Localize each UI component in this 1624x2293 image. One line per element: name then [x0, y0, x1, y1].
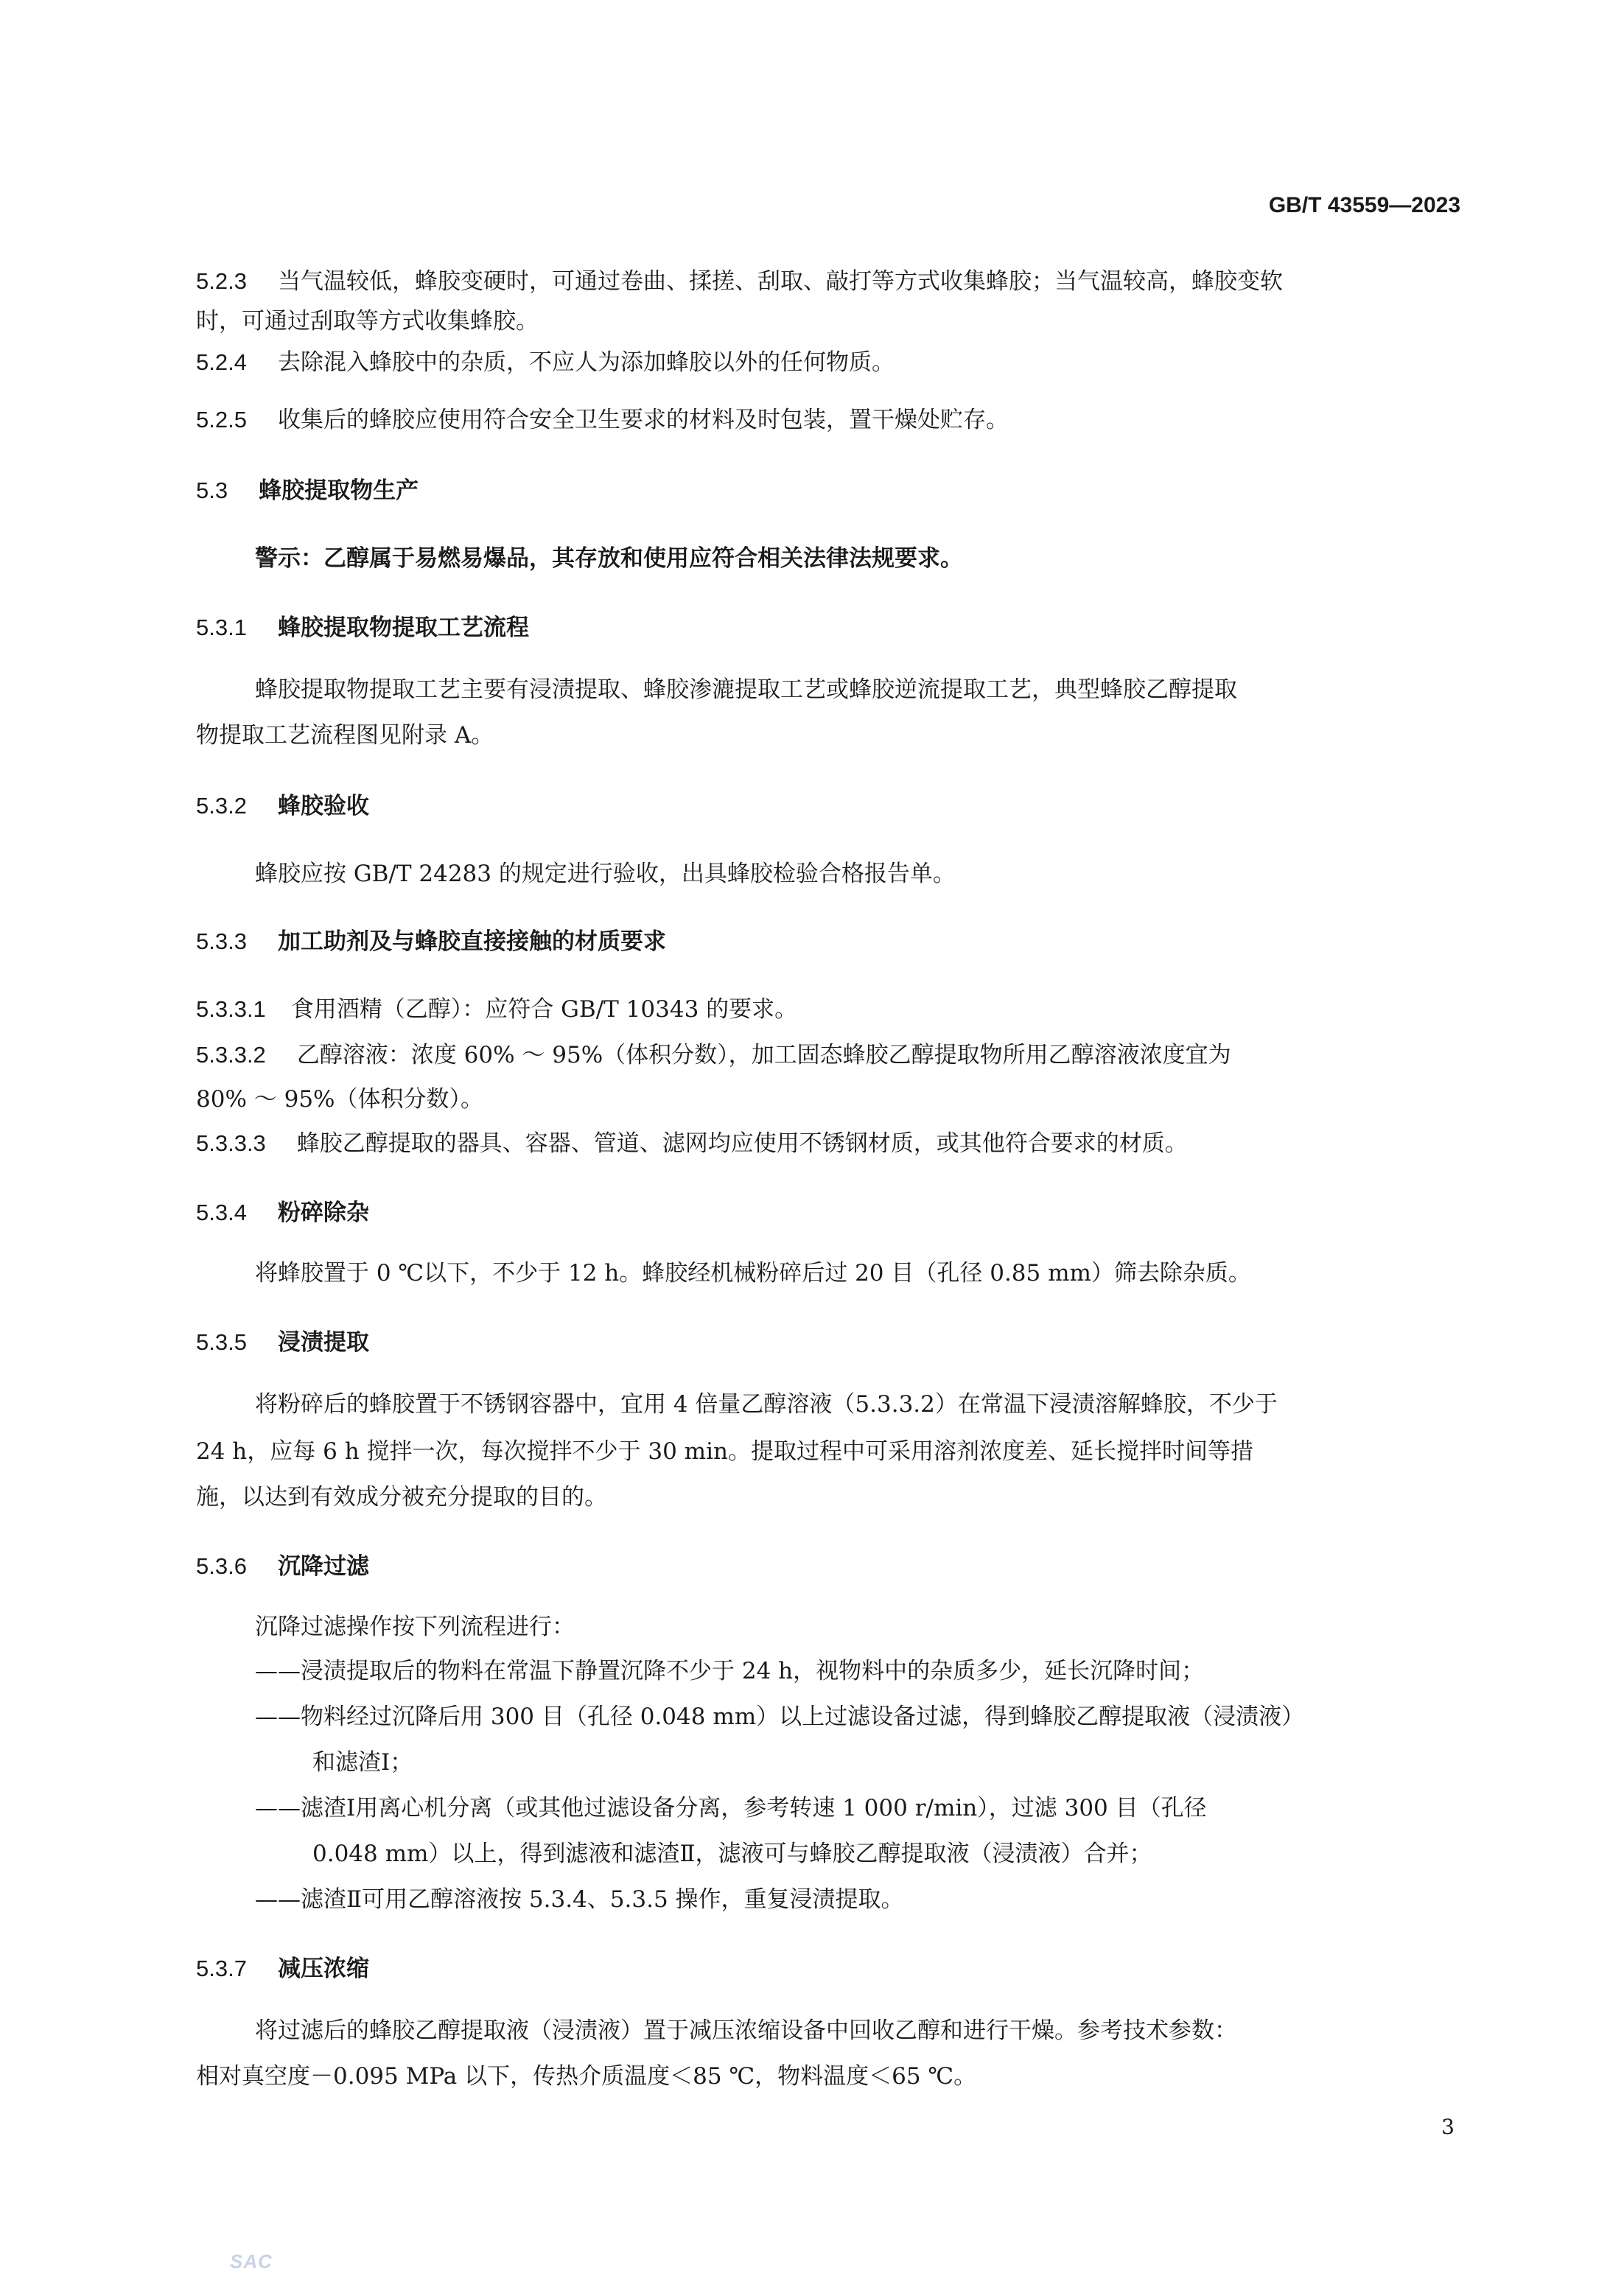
- clause-number: 5.3.3.1: [196, 996, 266, 1022]
- clause-5-3-3-2-cont: 80% ～ 95%（体积分数）。: [196, 1086, 484, 1113]
- clause-text: 去除混入蜂胶中的杂质，不应人为添加蜂胶以外的任何物质。: [277, 349, 895, 376]
- list-item-cont: 0.048 mm）以上，得到滤液和滤渣Ⅱ，滤液可与蜂胶乙醇提取液（浸渍液）合并；: [312, 1841, 1152, 1867]
- section-5-3-5-heading: [196, 1326, 369, 1359]
- list-item: ——物料经过沉降后用 300 目（孔径 0.048 mm）以上过滤设备过滤，得到蜂胶乙醇提取液（浸渍液）: [255, 1704, 1305, 1730]
- section-5-3-1-heading: [196, 612, 529, 644]
- safety-warning: 警示：乙醇属于易燃易爆品，其存放和使用应符合相关法律法规要求。: [255, 545, 963, 572]
- paragraph-5-3-5-line2: 24 h，应每 6 h 搅拌一次，每次搅拌不少于 30 min。提取过程中可采用溶剂浓度差、延长搅拌时间等措: [196, 1438, 1253, 1465]
- paragraph-5-3-5-line1: 将粉碎后的蜂胶置于不锈钢容器中，宜用 4 倍量乙醇溶液（5.3.3.2）在常温下浸渍溶解蜂胶，不少于: [255, 1391, 1278, 1418]
- clause-number: 5.2.5: [196, 407, 247, 433]
- clause-5-2-3: [196, 265, 1283, 298]
- paragraph-5-3-7-line1: 将过滤后的蜂胶乙醇提取液（浸渍液）置于减压浓缩设备中回收乙醇和进行干燥。参考技术参数：: [255, 2017, 1237, 2044]
- section-number: 5.3.2: [196, 793, 247, 819]
- paragraph-5-3-6-intro: 沉降过滤操作按下列流程进行：: [255, 1614, 575, 1640]
- paragraph-5-3-1-line1: 蜂胶提取物提取工艺主要有浸渍提取、蜂胶渗漉提取工艺或蜂胶逆流提取工艺，典型蜂胶乙醇提取: [255, 676, 1237, 703]
- section-title: 浸渍提取: [277, 1329, 369, 1356]
- clause-5-2-4: [196, 346, 895, 379]
- section-title: 加工助剂及与蜂胶直接接触的材质要求: [277, 928, 666, 955]
- section-5-3-4-heading: [196, 1197, 369, 1229]
- paragraph-5-3-2: 蜂胶应按 GB/T 24283 的规定进行验收，出具蜂胶检验合格报告单。: [255, 861, 956, 887]
- section-5-3-3-heading: [196, 925, 666, 958]
- section-number: 5.3.1: [196, 615, 247, 640]
- clause-text: 蜂胶乙醇提取的器具、容器、管道、滤网均应使用不锈钢材质，或其他符合要求的材质。: [296, 1130, 1188, 1157]
- list-item: ——滤渣Ⅰ用离心机分离（或其他过滤设备分离，参考转速 1 000 r/min），过滤 300 目（孔径: [255, 1795, 1207, 1821]
- list-item-cont: 和滤渣Ⅰ；: [312, 1749, 413, 1776]
- section-5-3-heading: [196, 475, 419, 507]
- section-title: 蜂胶提取物生产: [259, 477, 419, 504]
- clause-text: 乙醇溶液：浓度 60% ～ 95%（体积分数），加工固态蜂胶乙醇提取物所用乙醇溶液浓度宜为: [296, 1042, 1231, 1068]
- clause-5-3-3-3: [196, 1127, 1188, 1160]
- section-title: 蜂胶验收: [277, 793, 369, 819]
- section-5-3-2-heading: [196, 790, 369, 822]
- clause-5-2-5: [196, 404, 1009, 436]
- section-5-3-6-heading: [196, 1550, 369, 1583]
- paragraph-5-3-5-line3: 施，以达到有效成分被充分提取的目的。: [196, 1484, 607, 1510]
- section-number: 5.3.5: [196, 1329, 247, 1355]
- section-title: 粉碎除杂: [277, 1200, 369, 1226]
- section-title: 减压浓缩: [277, 1956, 369, 1982]
- section-number: 5.3.3: [196, 928, 247, 954]
- clause-number: 5.2.4: [196, 349, 247, 375]
- clause-number: 5.2.3: [196, 268, 247, 294]
- paragraph-5-3-1-line2: 物提取工艺流程图见附录 A。: [196, 722, 494, 749]
- paragraph-5-3-4: 将蜂胶置于 0 ℃以下，不少于 12 h。蜂胶经机械粉碎后过 20 目（孔径 0.85 mm）筛去除杂质。: [255, 1260, 1251, 1286]
- standard-number: GB/T 43559—2023: [1268, 193, 1460, 217]
- clause-text: 收集后的蜂胶应使用符合安全卫生要求的材料及时包装，置干燥处贮存。: [277, 407, 1009, 433]
- list-item: ——浸渍提取后的物料在常温下静置沉降不少于 24 h，视物料中的杂质多少，延长沉降时间；: [255, 1658, 1205, 1684]
- section-5-3-7-heading: [196, 1953, 369, 1985]
- clause-number: 5.3.3.2: [196, 1042, 266, 1068]
- paragraph-5-3-7-line2: 相对真空度－0.095 MPa 以下，传热介质温度＜85 ℃，物料温度＜65 ℃。: [196, 2063, 977, 2090]
- sac-logo: SAC: [230, 2250, 273, 2272]
- clause-5-2-3-cont: 时，可通过刮取等方式收集蜂胶。: [196, 308, 539, 335]
- section-number: 5.3.6: [196, 1553, 247, 1579]
- clause-5-3-3-1: [196, 993, 797, 1026]
- page-number: 3: [1441, 2115, 1455, 2139]
- clause-text: 当气温较低，蜂胶变硬时，可通过卷曲、揉搓、刮取、敲打等方式收集蜂胶；当气温较高，蜂胶变软: [277, 268, 1283, 295]
- section-number: 5.3.4: [196, 1200, 247, 1225]
- clause-text: 食用酒精（乙醇）：应符合 GB/T 10343 的要求。: [290, 996, 798, 1023]
- section-number: 5.3.7: [196, 1956, 247, 1981]
- clause-5-3-3-2: [196, 1039, 1231, 1071]
- section-number: 5.3: [196, 477, 228, 503]
- list-item: ——滤渣Ⅱ可用乙醇溶液按 5.3.4、5.3.5 操作，重复浸渍提取。: [255, 1886, 904, 1913]
- section-title: 蜂胶提取物提取工艺流程: [277, 615, 529, 641]
- section-title: 沉降过滤: [277, 1553, 369, 1580]
- clause-number: 5.3.3.3: [196, 1130, 266, 1156]
